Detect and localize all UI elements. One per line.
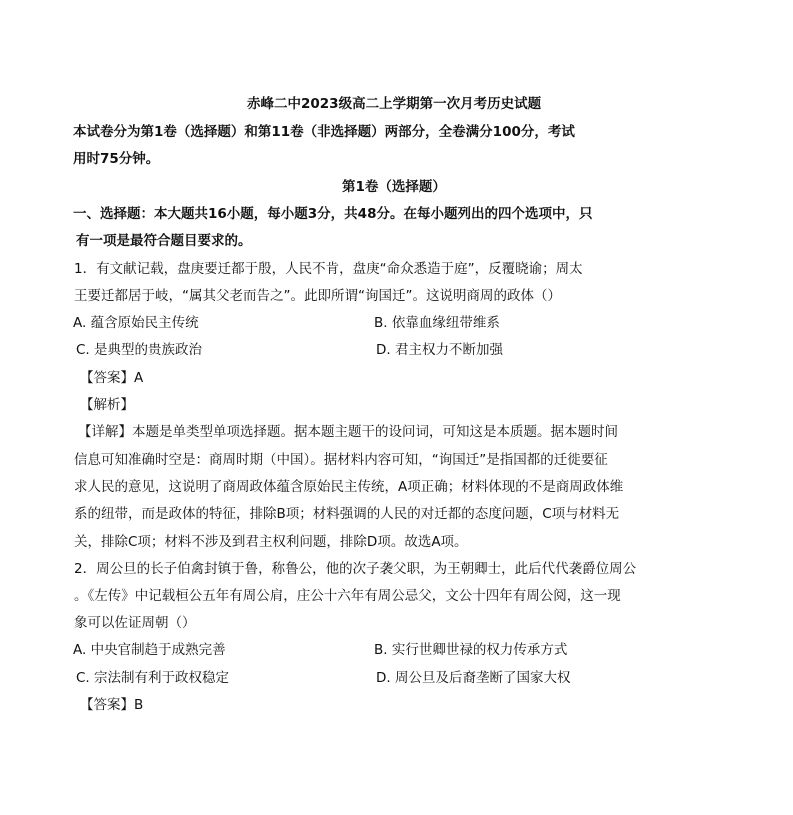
exam-title: 赤峰二中2023级高二上学期第一次月考历史试题 bbox=[247, 96, 542, 112]
q2-stem-line-1: 2．周公旦的长子伯禽封镇于鲁，称鲁公，他的次子袭父职，为王朝卿士，此后代代袭爵位周公 bbox=[74, 561, 637, 577]
q2-option-a: A. 中央官制趋于成熟完善 bbox=[73, 642, 226, 658]
q1-option-c: C. 是典型的贵族政治 bbox=[76, 342, 203, 358]
q2-option-b: B. 实行世卿世禄的权力传承方式 bbox=[374, 642, 568, 658]
q2-option-d: D. 周公旦及后裔垄断了国家大权 bbox=[376, 670, 571, 686]
q2-option-c: C. 宗法制有利于政权稳定 bbox=[76, 670, 230, 686]
q1-detail-line-4: 系的纽带，而是政体的特征，排除B项；材料强调的人民的对迁都的态度问题，C项与材料无 bbox=[74, 506, 620, 522]
instructions-line-2: 有一项是最符合题目要求的。 bbox=[76, 233, 252, 249]
q1-stem-line-2: 王要迁都居于岐，“属其父老而告之”。此即所谓“询国迁”。这说明商周的政体（） bbox=[74, 288, 561, 304]
q1-detail-line-1: 【详解】本题是单类型单项选择题。据本题主题干的设问词，可知这是本质题。据本题时间 bbox=[78, 424, 618, 440]
q1-stem-line-1: 1．有文献记载，盘庚要迁都于殷，人民不肯，盘庚“命众悉造于庭”，反覆晓谕；周太 bbox=[74, 261, 583, 277]
q2-answer: 【答案】B bbox=[80, 697, 144, 713]
intro-line-1: 本试卷分为第1卷（选择题）和第11卷（非选择题）两部分，全卷满分100分，考试 bbox=[73, 124, 575, 140]
q2-stem-line-3: 象可以佐证周朝（） bbox=[74, 615, 196, 631]
instructions-line-1: 一、选择题：本大题共16小题，每小题3分，共48分。在每小题列出的四个选项中，只 bbox=[73, 206, 593, 222]
q1-option-a: A. 蕴含原始民主传统 bbox=[73, 315, 199, 331]
q1-analysis-label: 【解析】 bbox=[80, 397, 134, 413]
q2-stem-line-2: 。《左传》中记载桓公五年有周公肩，庄公十六年有周公忌父，文公十四年有周公阅，这一现 bbox=[74, 588, 621, 604]
q1-option-b: B. 依靠血缘纽带维系 bbox=[374, 315, 500, 331]
intro-line-2: 用时75分钟。 bbox=[73, 151, 160, 167]
q1-detail-line-3: 求人民的意见，这说明了商周政体蕴含原始民主传统，A项正确；材料体现的不是商周政体维 bbox=[74, 479, 624, 495]
q1-detail-line-2: 信息可知准确时空是：商周时期（中国）。据材料内容可知，“询国迁”是指国都的迁徙要征 bbox=[74, 452, 608, 468]
section-title: 第1卷（选择题） bbox=[342, 179, 446, 195]
q1-answer: 【答案】A bbox=[80, 370, 144, 386]
q1-option-d: D. 君主权力不断加强 bbox=[376, 342, 503, 358]
q1-detail-line-5: 关，排除C项；材料不涉及到君主权利问题，排除D项。故选A项。 bbox=[74, 534, 468, 550]
